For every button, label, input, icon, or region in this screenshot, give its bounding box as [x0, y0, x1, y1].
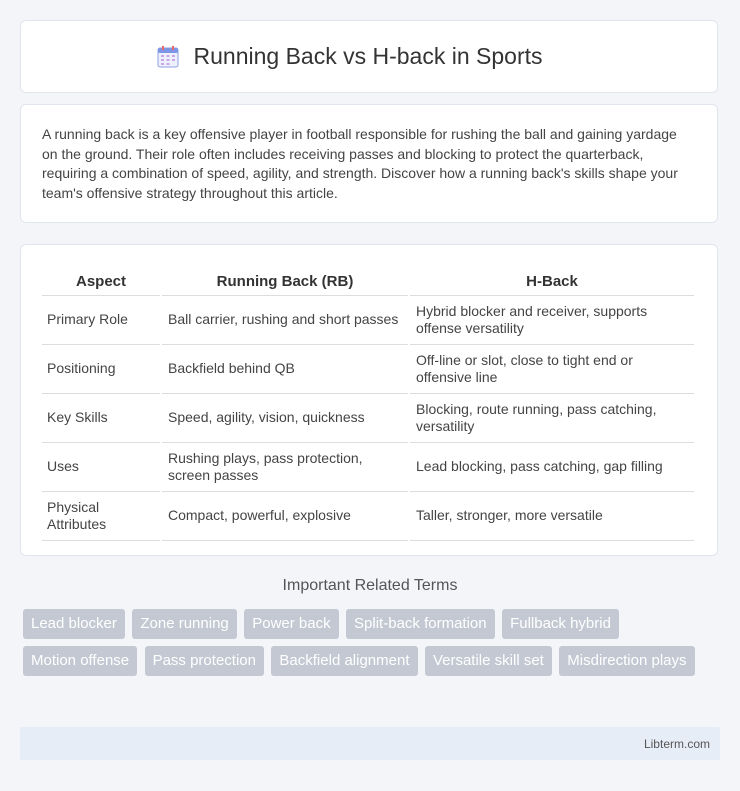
table-cell: Rushing plays, pass protection, screen passes — [162, 443, 408, 492]
term-tag[interactable]: Versatile skill set — [425, 646, 552, 676]
table-cell: Blocking, route running, pass catching, versatility — [410, 394, 694, 443]
term-tag[interactable]: Pass protection — [145, 646, 264, 676]
table-cell: Primary Role — [42, 296, 160, 345]
column-header: Aspect — [42, 263, 160, 296]
table-cell: Taller, stronger, more versatile — [410, 492, 694, 541]
table-header-row — [42, 263, 694, 296]
intro-text: A running back is a key offensive player in football responsible for rushing the ball and gaining yardage on the ground. Their role often includes receiving passes and blocking to protect the quarterback, requiring a combination of speed, agility, and strength. Discover how a running back's skills shape your team's offensive strategy throughout this article. — [42, 126, 678, 201]
column-header: H-Back — [410, 263, 694, 296]
table-row — [42, 296, 694, 345]
comparison-table — [40, 263, 696, 541]
table-cell: Hybrid blocker and receiver, supports offense versatility — [410, 296, 694, 345]
related-terms-title: Important Related Terms — [282, 577, 458, 594]
table-row — [42, 492, 694, 541]
table-cell: Uses — [42, 443, 160, 492]
table-cell: Positioning — [42, 345, 160, 394]
header-card — [20, 20, 718, 93]
term-tag[interactable]: Zone running — [132, 609, 236, 639]
table-cell: Compact, powerful, explosive — [162, 492, 408, 541]
column-header: Running Back (RB) — [162, 263, 408, 296]
table-cell: Backfield behind QB — [162, 345, 408, 394]
table-row — [42, 345, 694, 394]
term-tag[interactable]: Lead blocker — [23, 609, 125, 639]
table-cell: Physical Attributes — [42, 492, 160, 541]
term-tag[interactable]: Fullback hybrid — [502, 609, 619, 639]
term-tag[interactable]: Motion offense — [23, 646, 137, 676]
term-tag[interactable]: Misdirection plays — [559, 646, 694, 676]
table-row — [42, 394, 694, 443]
term-tag[interactable]: Power back — [244, 609, 338, 639]
table-cell: Speed, agility, vision, quickness — [162, 394, 408, 443]
term-tag[interactable]: Split-back formation — [346, 609, 495, 639]
related-terms-list — [23, 609, 723, 683]
table-cell: Key Skills — [42, 394, 160, 443]
page-title: Running Back vs H-back in Sports — [193, 43, 543, 69]
term-tag[interactable]: Backfield alignment — [271, 646, 417, 676]
calendar-icon — [156, 45, 180, 69]
comparison-table-card — [20, 244, 718, 556]
table-cell: Lead blocking, pass catching, gap filling — [410, 443, 694, 492]
footer-brand-link[interactable]: Libterm.com — [643, 737, 710, 751]
table-cell: Ball carrier, rushing and short passes — [162, 296, 408, 345]
footer — [20, 727, 720, 760]
table-cell: Off-line or slot, close to tight end or offensive line — [410, 345, 694, 394]
table-row — [42, 443, 694, 492]
intro-card — [20, 104, 718, 223]
